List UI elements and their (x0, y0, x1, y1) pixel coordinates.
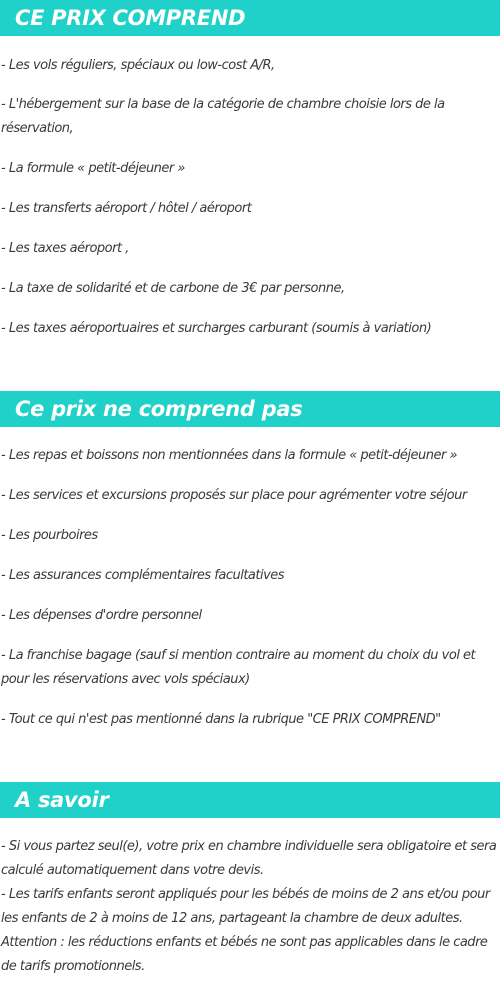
included-item-accommodation: - L'hébergement sur la base de la catégorie de chambre choisie lors de la réservation, (1, 97, 445, 136)
included-item-solidarity-tax: - La taxe de solidarité et de carbone de 3€ par personne, (1, 281, 345, 296)
good-to-know-text (1, 835, 498, 979)
good-to-know-single-room: - Si vous partez seul(e), votre prix en chambre individuelle sera obligatoire et sera calculé automatiquement dans votre devis. (1, 839, 497, 878)
excluded-item-excursions: - Les services et excursions proposés sur place pour agrémenter votre séjour (1, 488, 467, 503)
included-item-airport-taxes: - Les taxes aéroport , (1, 241, 129, 256)
section-header-included: CE PRIX COMPREND (0, 0, 500, 36)
excluded-item-other: - Tout ce qui n'est pas mentionné dans la rubrique "CE PRIX COMPREND" (1, 712, 441, 727)
excluded-item-baggage: - La franchise bagage (sauf si mention contraire au moment du choix du vol et pour les réservations avec vols spéciaux) (1, 648, 476, 687)
included-item-flights: - Les vols réguliers, spéciaux ou low-cost A/R, (1, 58, 275, 73)
section-header-not-included: Ce prix ne comprend pas (0, 391, 500, 427)
section-header-good-to-know: A savoir (0, 782, 500, 818)
good-to-know-children-rates: - Les tarifs enfants seront appliqués pour les bébés de moins de 2 ans et/ou pour les enfants de 2 à moins de 12 ans, partageant la chambre de deux adultes. (1, 887, 490, 926)
excluded-item-insurance: - Les assurances complémentaires facultatives (1, 568, 285, 583)
excluded-item-meals: - Les repas et boissons non mentionnées dans la formule « petit-déjeuner » (1, 448, 457, 463)
included-item-surcharges: - Les taxes aéroportuaires et surcharges carburant (soumis à variation) (1, 321, 432, 336)
good-to-know-attention: Attention : les réductions enfants et bébés ne sont pas applicables dans le cadre de tarifs promotionnels. (1, 935, 488, 974)
excluded-item-tips: - Les pourboires (1, 528, 98, 543)
included-item-breakfast: - La formule « petit-déjeuner » (1, 161, 185, 176)
included-item-transfers: - Les transferts aéroport / hôtel / aéroport (1, 201, 252, 216)
excluded-item-personal-expenses: - Les dépenses d'ordre personnel (1, 608, 202, 623)
